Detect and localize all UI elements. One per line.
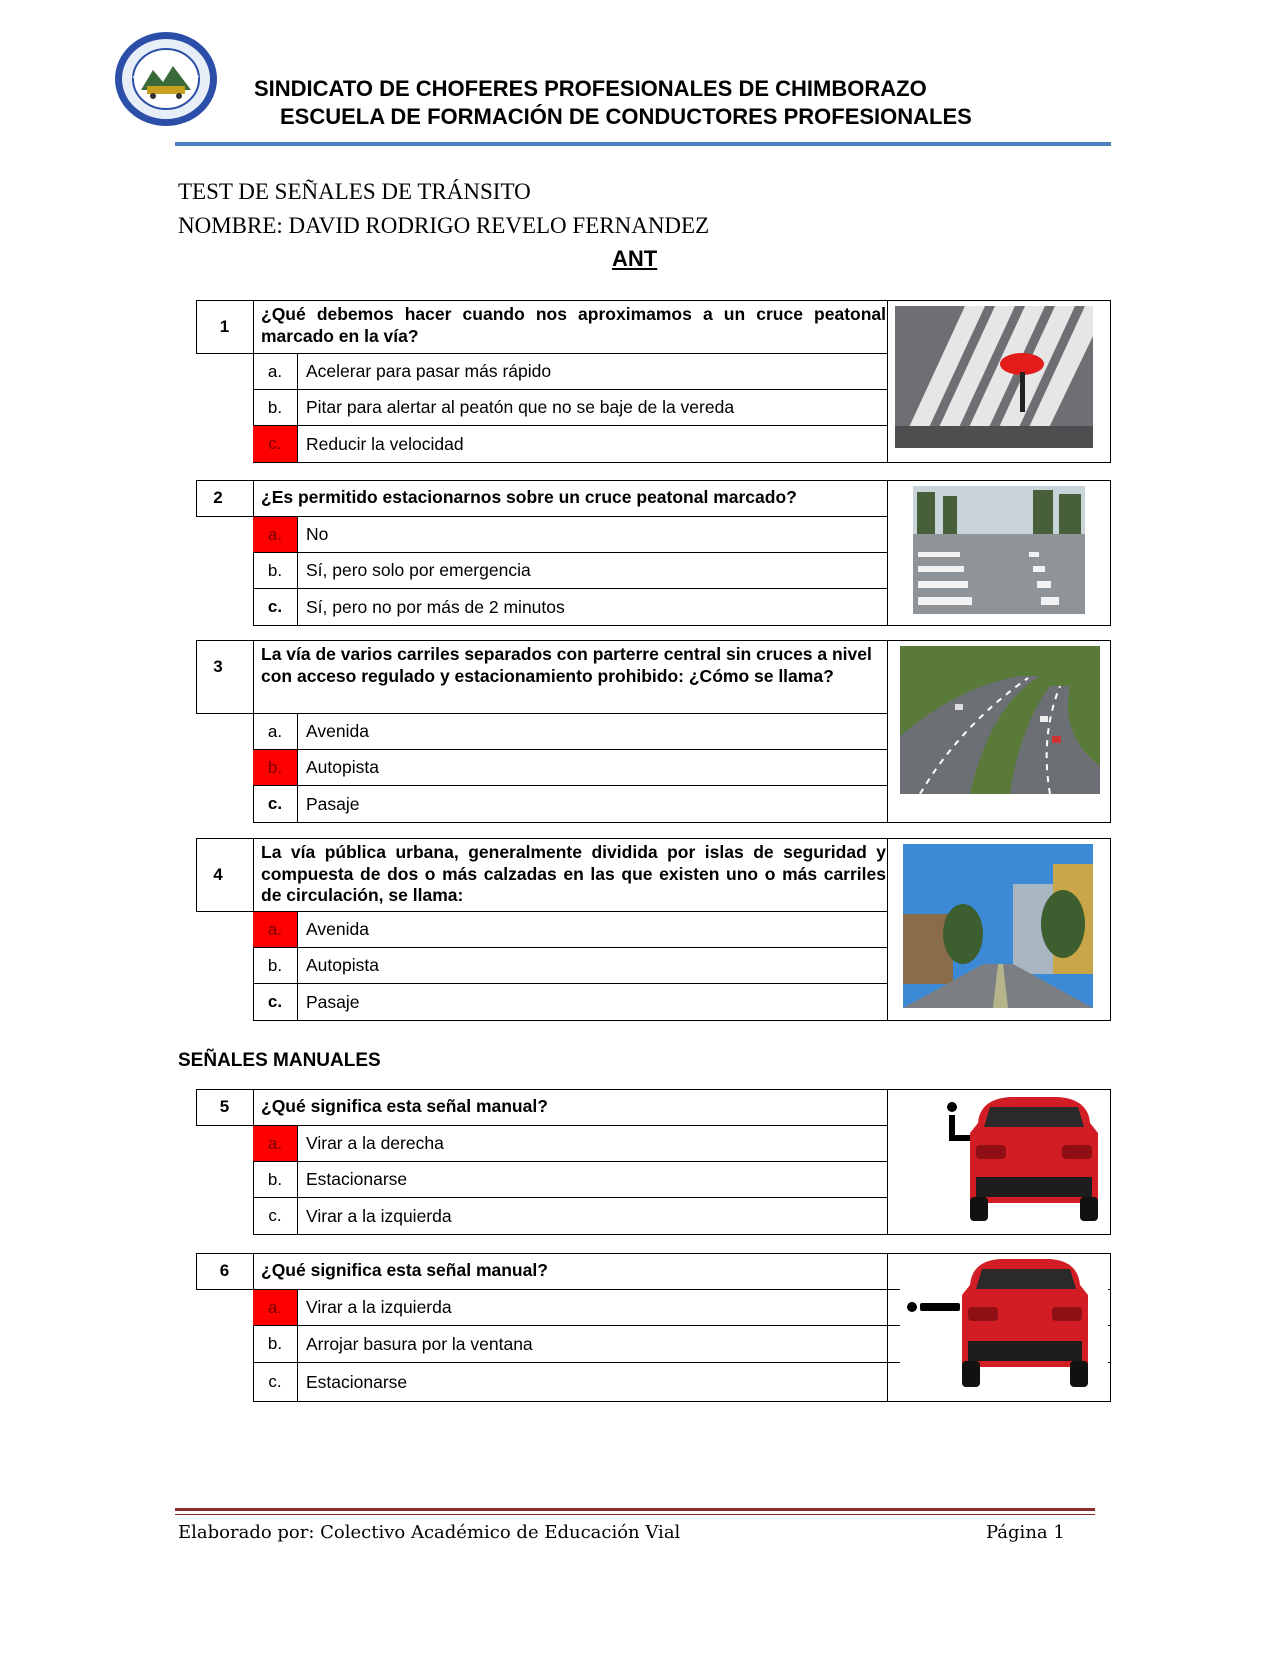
option-letter: a. [267, 721, 283, 741]
question-number: 1 [219, 316, 230, 336]
question-number: 3 [213, 657, 223, 676]
header-rule [175, 142, 1111, 146]
question-number: 2 [213, 488, 223, 507]
question-block [196, 300, 1111, 463]
header-school-name: ESCUELA DE FORMACIÓN DE CONDUCTORES PROFESIONALES [280, 104, 972, 129]
question-number: 4 [213, 864, 223, 884]
option-letter-correct: c. [253, 426, 297, 462]
footer-author: Elaborado por: Colectivo Académico de Educación Vial [178, 1522, 681, 1543]
red-car-arm-up-signal [940, 1093, 1106, 1225]
question-block [196, 1253, 1111, 1402]
question-text: ¿Es permitido estacionarnos sobre un cruce peatonal marcado? [261, 487, 797, 507]
question-block [196, 480, 1111, 626]
option-text: No [306, 524, 329, 544]
option-letter: a. [267, 361, 283, 381]
document-title: TEST DE SEÑALES DE TRÁNSITO [178, 179, 531, 204]
student-name: NOMBRE: DAVID RODRIGO REVELO FERNANDEZ [178, 213, 710, 238]
option-letter: b. [267, 397, 283, 417]
crosswalk-road-photo [913, 486, 1085, 614]
option-letter: b. [267, 1169, 283, 1189]
city-avenue-photo [903, 844, 1093, 1008]
option-text: Virar a la izquierda [306, 1297, 452, 1317]
option-text: Pitar para alertar al peatón que no se baje de la vereda [306, 397, 735, 417]
option-letter: c. [267, 794, 283, 813]
option-text: Pasaje [306, 793, 360, 814]
question-text: ¿Qué debemos hacer cuando nos aproximamos a un cruce peatonal marcado en la vía? [261, 304, 886, 346]
option-text: Virar a la derecha [306, 1133, 444, 1153]
option-text: Reducir la velocidad [306, 433, 464, 454]
page-number: Página 1 [986, 1522, 1065, 1543]
crosswalk-red-umbrella-photo [895, 306, 1093, 448]
option-text: Sí, pero solo por emergencia [306, 560, 531, 580]
question-number: 6 [219, 1261, 230, 1280]
option-text: Avenida [306, 919, 369, 939]
option-text: Autopista [306, 955, 379, 975]
option-letter: b. [267, 955, 283, 975]
question-text: ¿Qué significa esta señal manual? [261, 1096, 548, 1116]
option-letter: c. [267, 992, 283, 1011]
option-letter-correct: b. [253, 750, 297, 785]
highway-photo [900, 646, 1100, 794]
document-subtitle: ANT [612, 246, 658, 271]
option-letter-correct: a. [253, 912, 297, 947]
option-text: Arrojar basura por la ventana [306, 1333, 533, 1354]
footer-rule [175, 1508, 1095, 1511]
option-text: Avenida [306, 721, 369, 741]
question-text: ¿Qué significa esta señal manual? [261, 1260, 548, 1280]
question-block [196, 1089, 1111, 1235]
header-union-name: SINDICATO DE CHOFERES PROFESIONALES DE CHIMBORAZO [254, 76, 927, 101]
option-text: Acelerar para pasar más rápido [306, 361, 552, 381]
question-number: 5 [219, 1097, 230, 1116]
question-text: La vía pública urbana, generalmente dividida por islas de seguridad y compuesta de dos o más calzadas en las que existen uno o más carriles de circulación, se llama: [261, 842, 886, 905]
union-seal-logo [113, 30, 219, 128]
option-letter-correct: a. [253, 517, 297, 552]
option-letter-correct: a. [253, 1126, 297, 1161]
section-title-manual-signals: SEÑALES MANUALES [178, 1050, 381, 1071]
option-letter: b. [267, 560, 283, 580]
option-text: Autopista [306, 757, 379, 777]
option-text: Estacionarse [306, 1169, 408, 1189]
option-letter-correct: a. [253, 1290, 297, 1325]
footer-rule-thin [175, 1514, 1095, 1515]
option-text: Pasaje [306, 991, 360, 1012]
option-text: Sí, pero no por más de 2 minutos [306, 596, 565, 617]
option-text: Estacionarse [306, 1371, 408, 1392]
option-text: Virar a la izquierda [306, 1205, 452, 1226]
question-text: La vía de varios carriles separados con parterre central sin cruces a nivel con acceso regulado y estacionamiento prohibido: ¿Cómo se llama? [261, 644, 872, 686]
red-car-arm-out-signal [900, 1257, 1108, 1391]
option-letter: c. [268, 1206, 282, 1225]
option-letter: c. [267, 597, 283, 616]
question-block [196, 640, 1111, 823]
option-letter: c. [268, 1372, 282, 1391]
option-letter: b. [267, 1334, 283, 1353]
question-block [196, 838, 1111, 1021]
